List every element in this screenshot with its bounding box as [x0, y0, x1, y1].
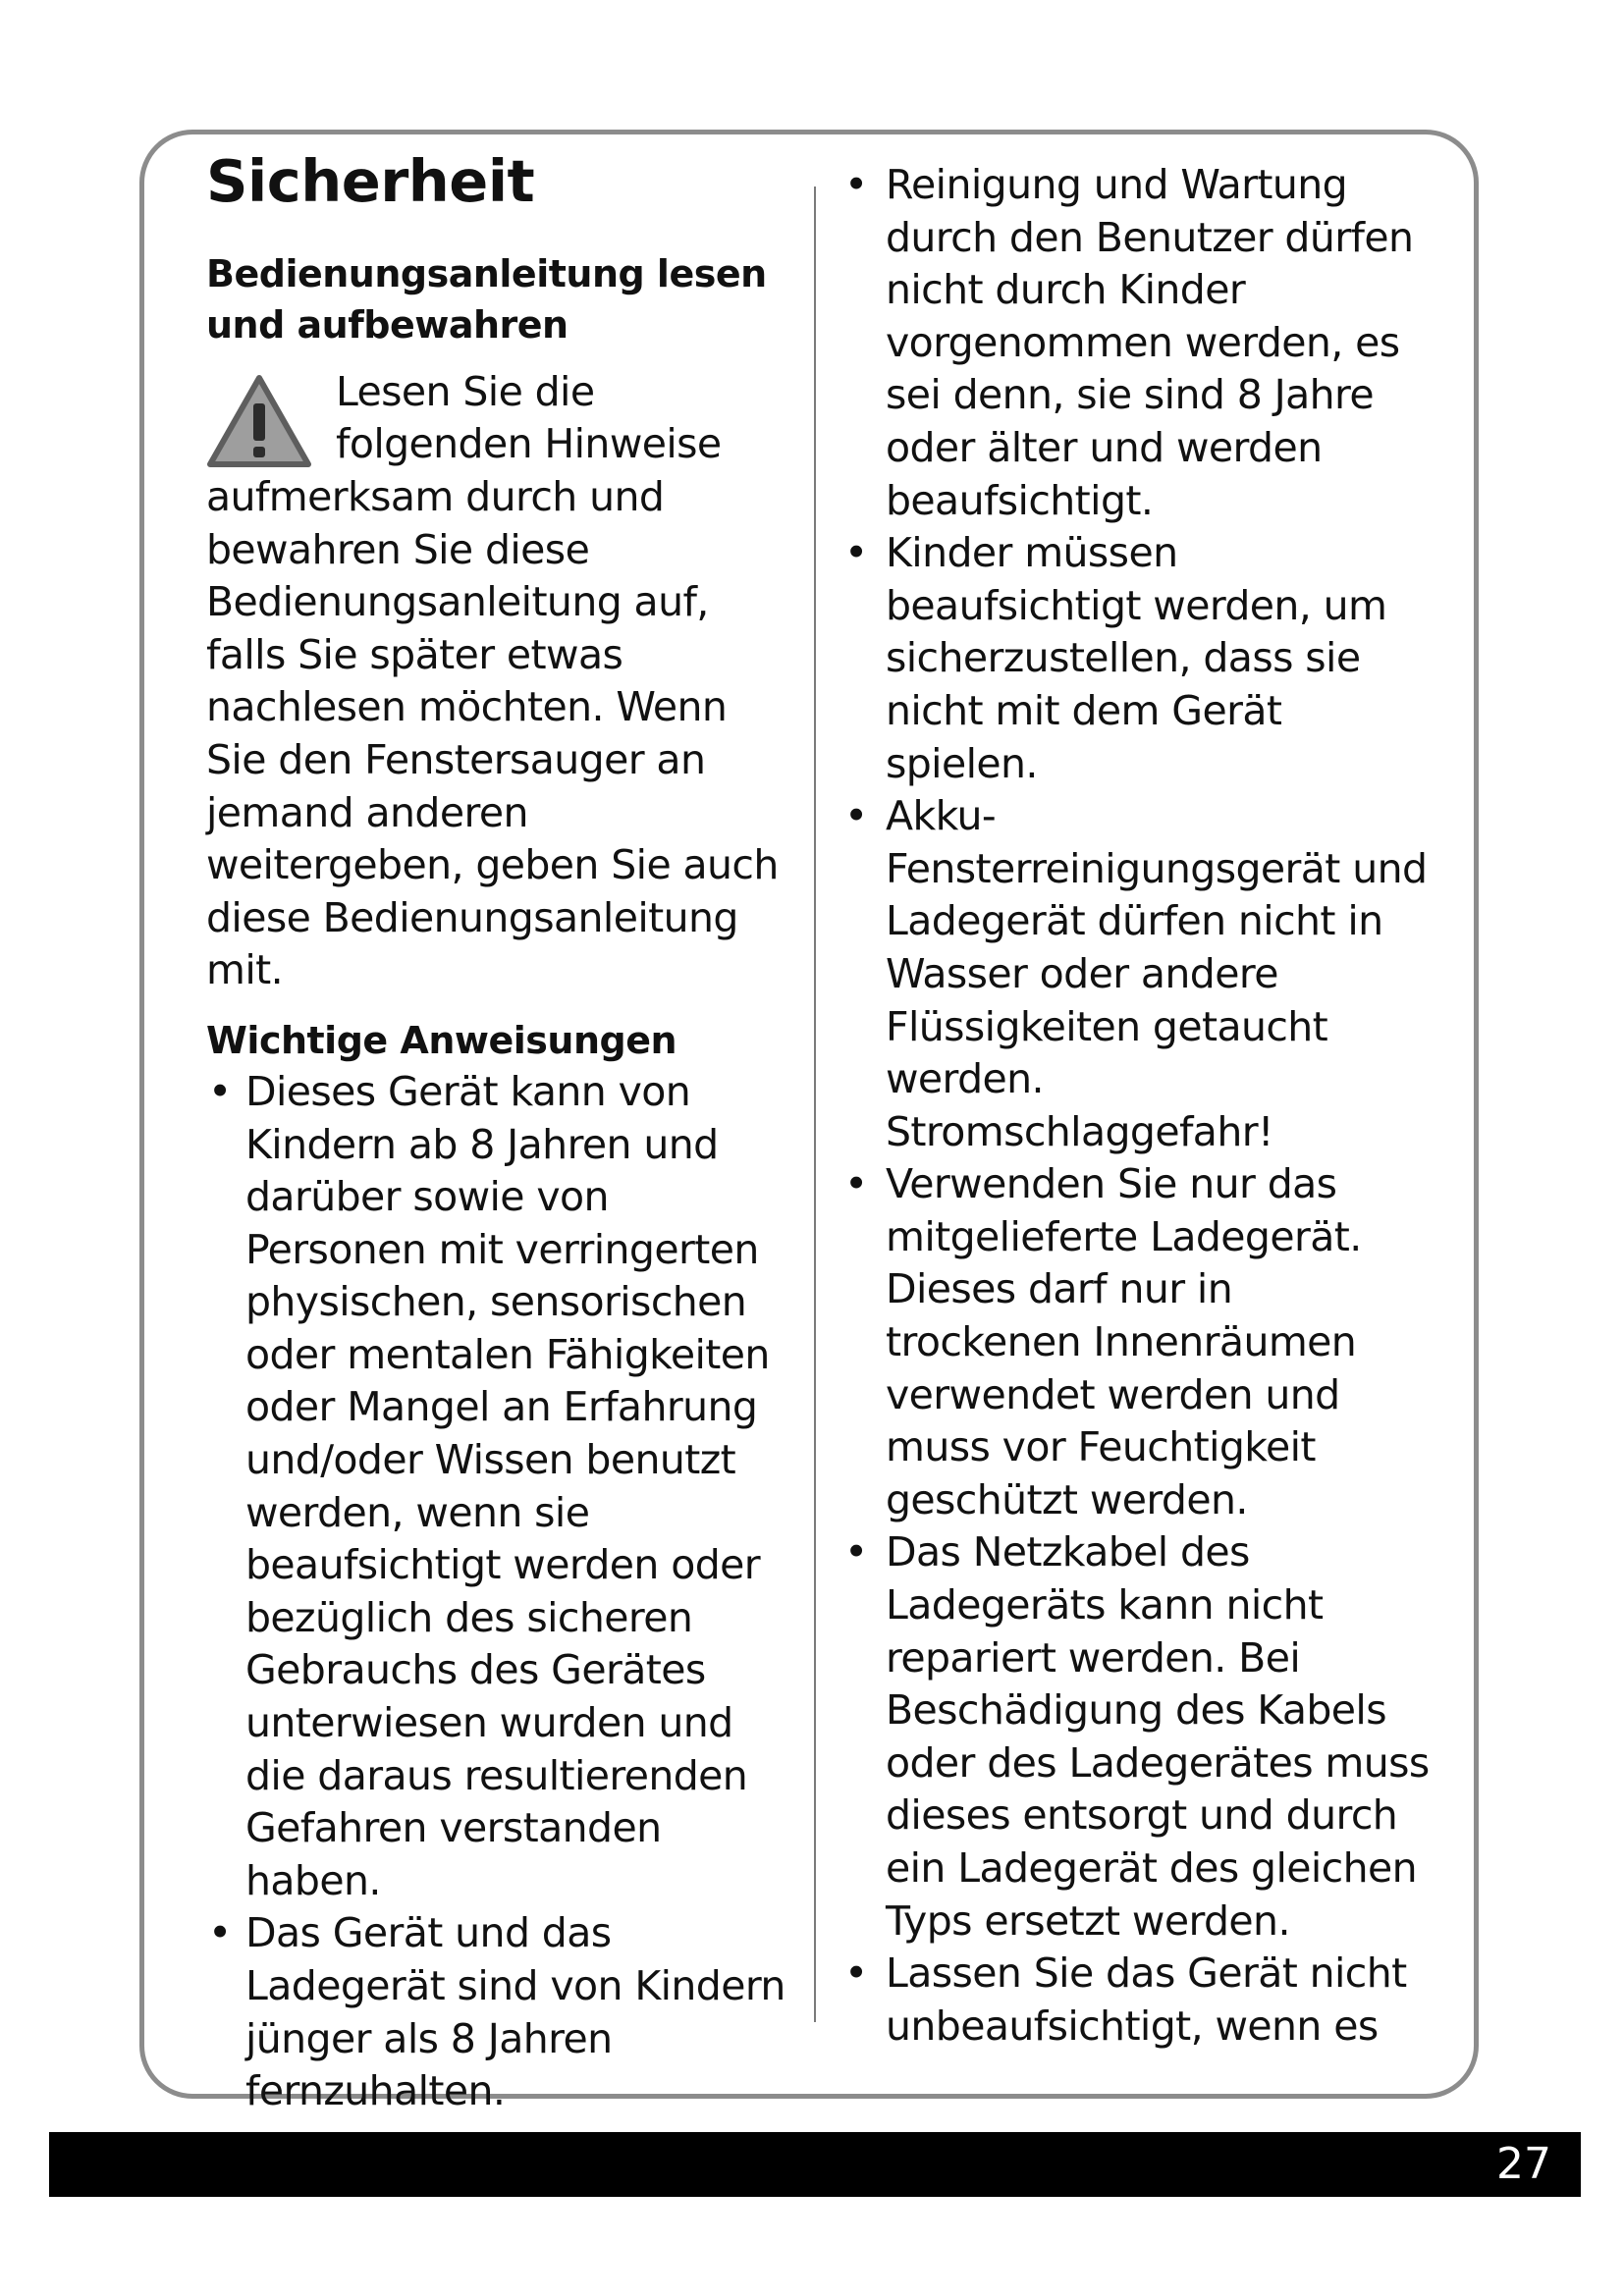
list-item: • Das Netzkabel des Ladegeräts kann nicht repariert werden. Bei Beschädigung des Kabels oder des Ladegerätes muss dieses entsorgt und durch ein Ladegerät des gleichen Typs ersetzt werden.	[842, 1526, 1432, 1948]
warning-triangle-icon	[206, 372, 312, 470]
section-title: Sicherheit	[206, 147, 535, 215]
right-bullet-list	[842, 159, 1432, 2053]
page-number: 27	[1496, 2139, 1551, 2189]
list-item: • Lassen Sie das Gerät nicht unbeaufsichtigt, wenn es	[842, 1948, 1432, 2053]
list-item: • Akku-Fensterreinigungsgerät und Ladegerät dürfen nicht in Wasser oder andere Flüssigkeiten getaucht werden. Stromschlaggefahr!	[842, 790, 1432, 1158]
list-item: • Reinigung und Wartung durch den Benutzer dürfen nicht durch Kinder vorgenommen werden, es sei denn, sie sind 8 Jahre oder älter und werden beaufsichtigt.	[842, 159, 1432, 527]
subheading-important-instructions: Wichtige Anweisungen	[206, 1018, 677, 1062]
intro-text: Lesen Sie die folgenden Hinweise aufmerksam durch und bewahren Sie diese Bedienungsanleitung auf, falls Sie später etwas nachlesen möchten. Wenn Sie den Fenstersauger an jemand anderen weitergeben, geben Sie auch diese Bedienungsanleitung mit.	[206, 367, 779, 994]
left-bullet-list	[206, 1066, 795, 2118]
subheading-read-and-keep: Bedienungsanleitung lesen und aufbewahren	[206, 251, 767, 347]
list-item: • Dieses Gerät kann von Kindern ab 8 Jahren und darüber sowie von Personen mit verringerten physischen, sensorischen oder mentalen Fähigkeiten oder Mangel an Erfahrung und/oder Wissen benutzt werden, wenn sie beaufsichtigt werden oder bezüglich des sicheren Gebrauchs des Gerätes unterwiesen wurden und die daraus resultierenden Gefahren verstanden haben.	[206, 1066, 795, 1908]
footer-bar	[49, 2132, 1581, 2197]
list-item: • Kinder müssen beaufsichtigt werden, um sicherzustellen, dass sie nicht mit dem Gerät spielen.	[842, 527, 1432, 790]
list-item: • Verwenden Sie nur das mitgelieferte Ladegerät. Dieses darf nur in trockenen Innenräumen verwendet werden und muss vor Feuchtigkeit geschützt werden.	[842, 1158, 1432, 1526]
intro-block	[206, 366, 795, 997]
list-item: • Das Gerät und das Ladegerät sind von Kindern jünger als 8 Jahren fernzuhalten.	[206, 1907, 795, 2117]
column-divider	[814, 187, 816, 2022]
right-column	[842, 159, 1432, 2053]
left-column	[206, 147, 795, 2118]
